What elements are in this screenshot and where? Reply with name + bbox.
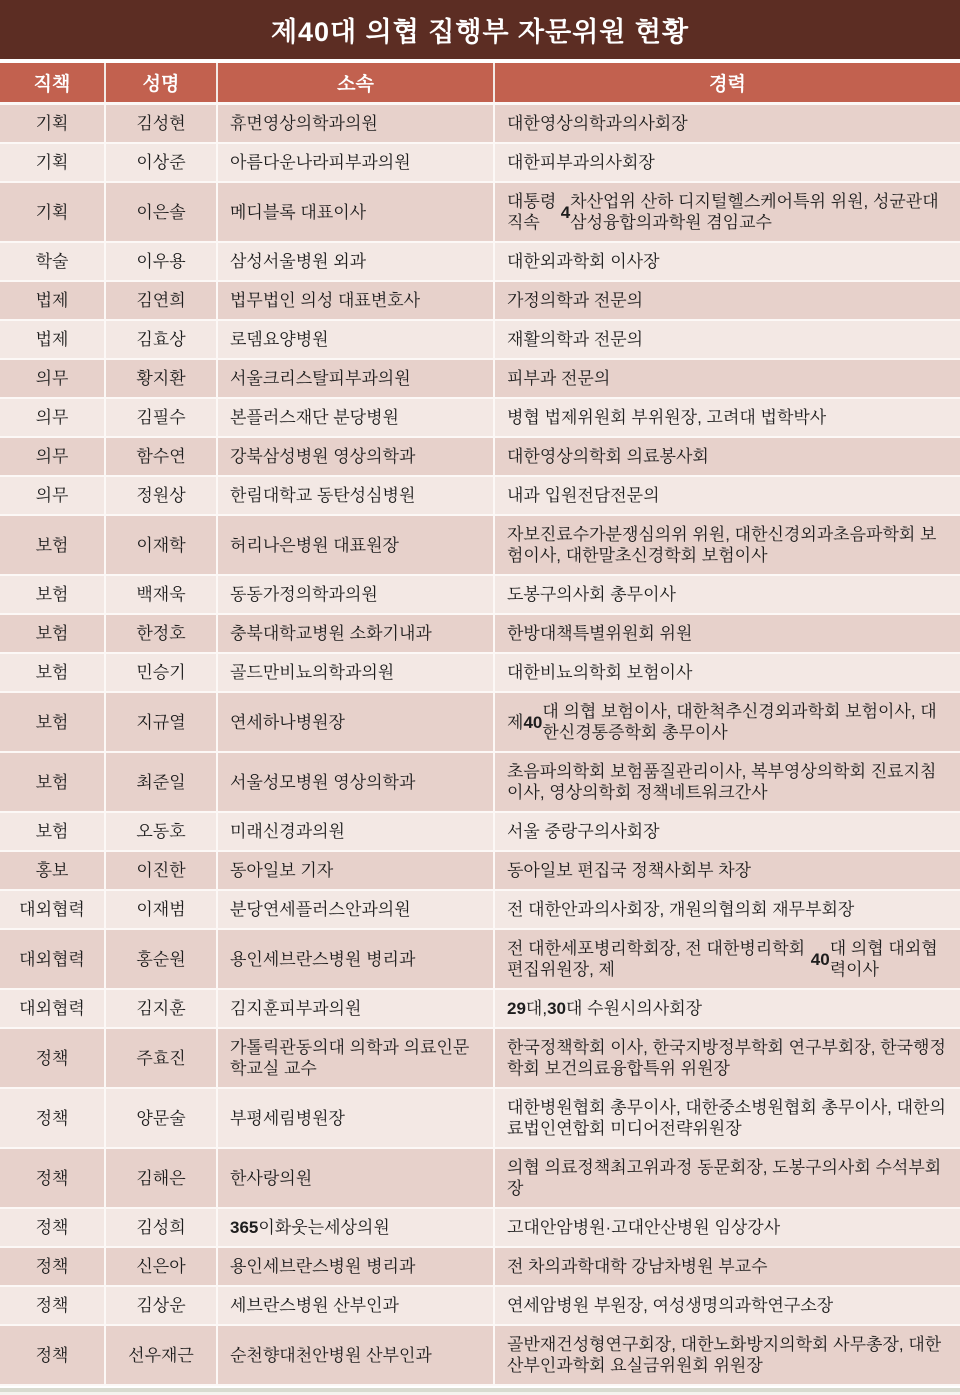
name-cell: 오동호: [106, 813, 218, 850]
affiliation-cell: 메디블록 대표이사: [218, 183, 495, 241]
career-cell: 가정의학과 전문의: [507, 291, 644, 310]
career-cell: 재활의학과 전문의: [507, 330, 644, 349]
affiliation-cell: 가톨릭관동의대 의학과 의료인문학교실 교수: [218, 1029, 495, 1087]
position-cell: 대외협력: [0, 891, 106, 928]
career-cell: 한국정책학회 이사, 한국지방정부학회 연구부회장, 한국행정학회 보건의료융합특위 위원장: [507, 1038, 946, 1078]
position-cell: 의무: [0, 399, 106, 436]
table-row: [0, 1209, 960, 1248]
career-cell: 내과 입원전담전문의: [507, 486, 660, 505]
career-cell: 도봉구의사회 총무이사: [507, 585, 676, 604]
table-row: [0, 516, 960, 576]
name-cell: 이우용: [106, 243, 218, 280]
table-row: [0, 1248, 960, 1287]
affiliation-cell: 한사랑의원: [218, 1149, 495, 1207]
affiliation-cell: 용인세브란스병원 병리과: [218, 930, 495, 988]
position-cell: 보험: [0, 516, 106, 574]
column-header-affiliation: 소속: [218, 63, 495, 102]
table-row: [0, 576, 960, 615]
position-cell: 홍보: [0, 852, 106, 889]
name-cell: 이재범: [106, 891, 218, 928]
position-cell: 기획: [0, 183, 106, 241]
position-cell: 법제: [0, 282, 106, 319]
column-header-name: 성명: [106, 63, 218, 102]
table-row: [0, 813, 960, 852]
affiliation-cell: 분당연세플러스안과의원: [218, 891, 495, 928]
position-cell: 의무: [0, 360, 106, 397]
position-cell: 대외협력: [0, 990, 106, 1027]
name-cell: 김해은: [106, 1149, 218, 1207]
name-cell: 선우재근: [106, 1326, 218, 1384]
name-cell: 백재욱: [106, 576, 218, 613]
career-cell: 대한병원협회 총무이사, 대한중소병원협회 총무이사, 대한의료법인연합회 미디어전략위원장: [507, 1098, 946, 1138]
career-cell: 초음파의학회 보험품질관리이사, 복부영상의학회 진료지침이사, 영상의학회 정책네트워크간사: [507, 762, 937, 802]
position-cell: 보험: [0, 654, 106, 691]
position-cell: 법제: [0, 321, 106, 358]
table-row: [0, 891, 960, 930]
career-cell: 대한피부과의사회장: [507, 153, 655, 172]
name-cell: 최준일: [106, 753, 218, 811]
career-cell: 고대안암병원·고대안산병원 임상강사: [507, 1218, 781, 1237]
name-cell: 김효상: [106, 321, 218, 358]
affiliation-cell: 김지훈피부과의원: [218, 990, 495, 1027]
name-cell: 김지훈: [106, 990, 218, 1027]
career-cell: 동아일보 편집국 정책사회부 차장: [507, 861, 752, 880]
table-row: [0, 438, 960, 477]
name-cell: 홍순원: [106, 930, 218, 988]
career-cell: 의협 의료정책최고위과정 동문회장, 도봉구의사회 수석부회장: [507, 1158, 942, 1198]
name-cell: 신은아: [106, 1248, 218, 1285]
affiliation-cell: 강북삼성병원 영상의학과: [218, 438, 495, 475]
name-cell: 한정호: [106, 615, 218, 652]
table-row: [0, 321, 960, 360]
career-cell: 제 40 대 의협 보험이사, 대한척추신경외과학회 보험이사, 대한신경통증학회 총무이사: [507, 702, 937, 742]
name-cell: 정원상: [106, 477, 218, 514]
affiliation-cell: 삼성서울병원 외과: [218, 243, 495, 280]
name-cell: 김성희: [106, 1209, 218, 1246]
career-cell: 서울 중랑구의사회장: [507, 822, 660, 841]
affiliation-cell: 부평세림병원장: [218, 1089, 495, 1147]
affiliation-cell: 아름다운나라피부과의원: [218, 144, 495, 181]
position-cell: 의무: [0, 477, 106, 514]
career-cell: 전 대한안과의사회장, 개원의협의회 재무부회장: [507, 900, 855, 919]
name-cell: 함수연: [106, 438, 218, 475]
position-cell: 정책: [0, 1029, 106, 1087]
affiliation-cell: 동동가정의학과의원: [218, 576, 495, 613]
name-cell: 김성현: [106, 105, 218, 142]
position-cell: 정책: [0, 1209, 106, 1246]
table-row: [0, 990, 960, 1029]
affiliation-cell: 365 이화웃는세상의원: [218, 1209, 495, 1246]
affiliation-cell: 순천향대천안병원 산부인과: [218, 1326, 495, 1384]
table-row: [0, 360, 960, 399]
name-cell: 김상운: [106, 1287, 218, 1324]
name-cell: 김필수: [106, 399, 218, 436]
table-row: [0, 1089, 960, 1149]
affiliation-cell: 미래신경과의원: [218, 813, 495, 850]
name-cell: 이진한: [106, 852, 218, 889]
position-cell: 기획: [0, 105, 106, 142]
affiliation-cell: 용인세브란스병원 병리과: [218, 1248, 495, 1285]
name-cell: 이은솔: [106, 183, 218, 241]
position-cell: 학술: [0, 243, 106, 280]
career-cell: 29 대, 30 대 수원시의사회장: [507, 999, 703, 1018]
career-cell: 전 대한세포병리학회장, 전 대한병리학회 편집위원장, 제 40 대 의협 대외협력이사: [507, 939, 938, 979]
table-row: [0, 693, 960, 753]
table-row: [0, 1326, 960, 1386]
career-cell: 피부과 전문의: [507, 369, 611, 388]
name-cell: 양문술: [106, 1089, 218, 1147]
table-row: [0, 105, 960, 144]
affiliation-cell: 세브란스병원 산부인과: [218, 1287, 495, 1324]
affiliation-cell: 충북대학교병원 소화기내과: [218, 615, 495, 652]
table-row: [0, 615, 960, 654]
table-row: [0, 930, 960, 990]
table-row: [0, 144, 960, 183]
bottom-accent-strip: [0, 1386, 960, 1395]
position-cell: 정책: [0, 1287, 106, 1324]
position-cell: 대외협력: [0, 930, 106, 988]
career-cell: 전 차의과학대학 강남차병원 부교수: [507, 1257, 768, 1276]
affiliation-cell: 법무법인 의성 대표변호사: [218, 282, 495, 319]
affiliation-cell: 서울성모병원 영상의학과: [218, 753, 495, 811]
affiliation-cell: 골드만비뇨의학과의원: [218, 654, 495, 691]
position-cell: 보험: [0, 813, 106, 850]
name-cell: 주효진: [106, 1029, 218, 1087]
table-row: [0, 654, 960, 693]
table-title-bar: [0, 0, 960, 63]
name-cell: 민승기: [106, 654, 218, 691]
position-cell: 기획: [0, 144, 106, 181]
career-cell: 대한영상의학과의사회장: [507, 114, 688, 133]
career-cell: 골반재건성형연구회장, 대한노화방지의학회 사무총장, 대한산부인과학회 요실금위원회 위원장: [507, 1335, 942, 1375]
affiliation-cell: 허리나은병원 대표원장: [218, 516, 495, 574]
career-cell: 대통령직속 4 차산업위 산하 디지털헬스케어특위 위원, 성균관대 삼성융합의과학원 겸임교수: [507, 192, 939, 232]
table-row: [0, 1287, 960, 1326]
table-row: [0, 183, 960, 243]
affiliation-cell: 로뎀요양병원: [218, 321, 495, 358]
table-row: [0, 243, 960, 282]
affiliation-cell: 동아일보 기자: [218, 852, 495, 889]
position-cell: 정책: [0, 1089, 106, 1147]
career-cell: 대한영상의학회 의료봉사회: [507, 447, 709, 466]
table-header: [0, 63, 960, 105]
affiliation-cell: 서울크리스탈피부과의원: [218, 360, 495, 397]
name-cell: 황지환: [106, 360, 218, 397]
career-cell: 대한외과학회 이사장: [507, 252, 660, 271]
career-cell: 병협 법제위원회 부위원장, 고려대 법학박사: [507, 408, 827, 427]
name-cell: 이상준: [106, 144, 218, 181]
name-cell: 지규열: [106, 693, 218, 751]
table-row: [0, 399, 960, 438]
career-cell: 한방대책특별위원회 위원: [507, 624, 693, 643]
name-cell: 김연희: [106, 282, 218, 319]
table-row: [0, 282, 960, 321]
affiliation-cell: 휴면영상의학과의원: [218, 105, 495, 142]
position-cell: 정책: [0, 1248, 106, 1285]
table-row: [0, 1029, 960, 1089]
name-cell: 이재학: [106, 516, 218, 574]
position-cell: 의무: [0, 438, 106, 475]
position-cell: 정책: [0, 1326, 106, 1384]
column-header-position: 직책: [0, 63, 106, 102]
affiliation-cell: 한림대학교 동탄성심병원: [218, 477, 495, 514]
career-cell: 대한비뇨의학회 보험이사: [507, 663, 693, 682]
affiliation-cell: 연세하나병원장: [218, 693, 495, 751]
page-title: 제40대 의협 집행부 자문위원 현황: [270, 17, 690, 47]
affiliation-cell: 본플러스재단 분당병원: [218, 399, 495, 436]
column-header-career: 경력: [709, 74, 746, 95]
position-cell: 보험: [0, 693, 106, 751]
table-row: [0, 1149, 960, 1209]
table-body: [0, 105, 960, 1386]
table-row: [0, 477, 960, 516]
position-cell: 정책: [0, 1149, 106, 1207]
table-row: [0, 852, 960, 891]
position-cell: 보험: [0, 615, 106, 652]
table-row: [0, 753, 960, 813]
position-cell: 보험: [0, 576, 106, 613]
position-cell: 보험: [0, 753, 106, 811]
career-cell: 연세암병원 부원장, 여성생명의과학연구소장: [507, 1296, 834, 1315]
career-cell: 자보진료수가분쟁심의위 위원, 대한신경외과초음파학회 보험이사, 대한말초신경학회 보험이사: [507, 525, 937, 565]
